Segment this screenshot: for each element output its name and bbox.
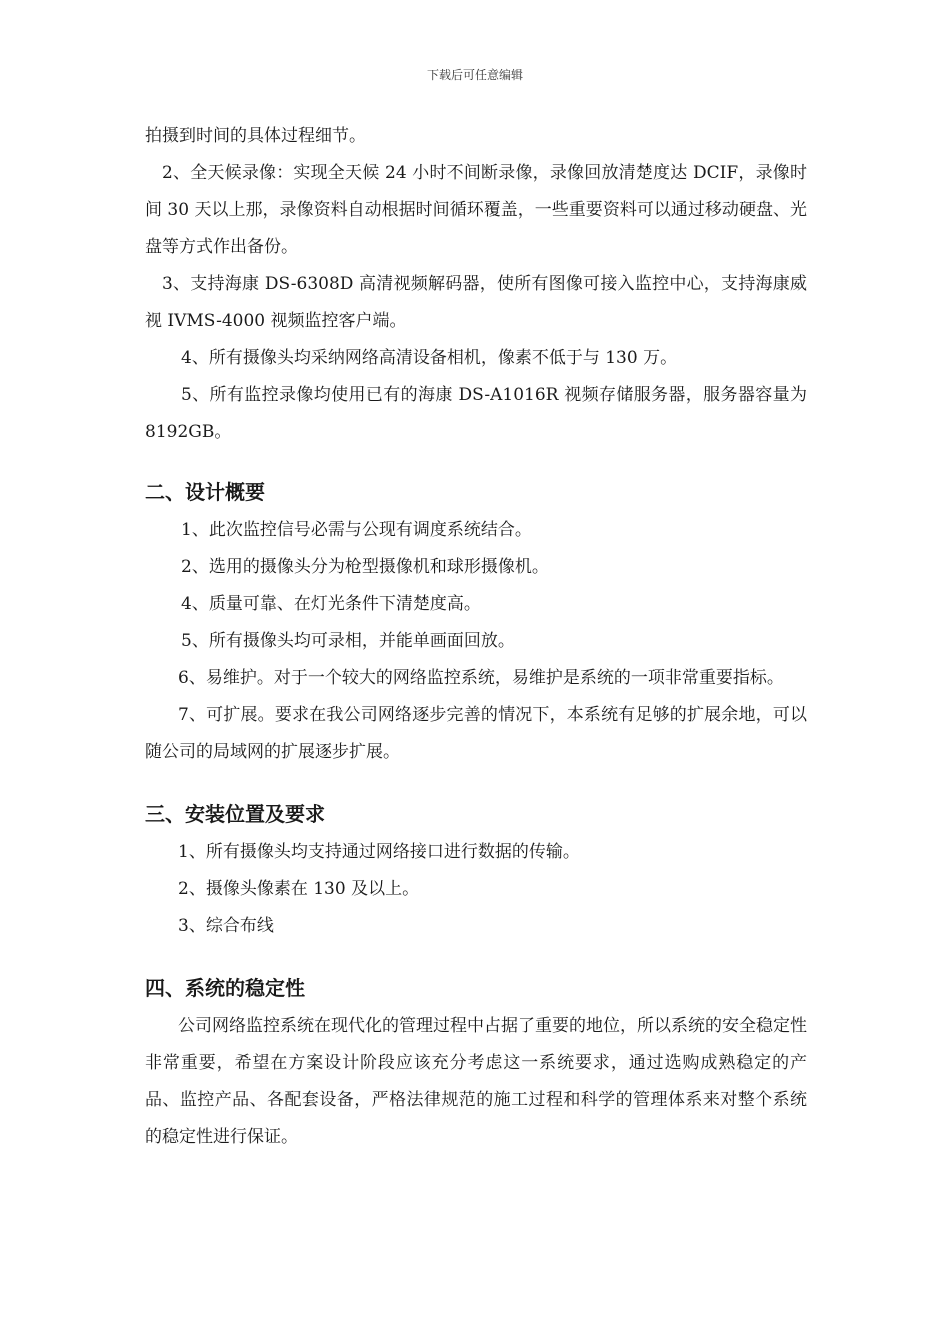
intro-paragraph-0: 拍摄到时间的具体过程细节。 — [145, 126, 366, 146]
section-2-item: 5、所有摄像头均可录相，并能单画面回放。 — [181, 631, 515, 651]
intro-paragraph-4: 5、所有监控录像均使用已有的海康 DS-A1016R 视频存储服务器，服务器容量为 8192GB。 — [145, 385, 807, 442]
section-2-item: 1、此次监控信号必需与公现有调度系统结合。 — [181, 520, 532, 540]
section-3-item: 2、摄像头像素在 130 及以上。 — [178, 879, 420, 899]
section-4-body: 公司网络监控系统在现代化的管理过程中占据了重要的地位，所以系统的安全稳定性非常重要，希望在方案设计阶段应该充分考虑这一系统要求，通过选购成熟稳定的产品、监控产品、各配套设备，严格法律规范的施工过程和科学的管理体系来对整个系统的稳定性进行保证。 — [145, 1016, 807, 1147]
section-3-item: 1、所有摄像头均支持通过网络接口进行数据的传输。 — [178, 842, 580, 862]
intro-paragraph-1: 2、全天候录像：实现全天候 24 小时不间断录像，录像回放清楚度达 DCIF，录像时间 30 天以上那，录像资料自动根据时间循环覆盖，一些重要资料可以通过移动硬盘、光盘等方式作出备份。 — [145, 163, 807, 257]
section-3-heading: 三、安装位置及要求 — [145, 802, 325, 826]
section-2-item: 4、质量可靠、在灯光条件下清楚度高。 — [181, 594, 481, 614]
section-4-heading: 四、系统的稳定性 — [145, 976, 305, 1000]
section-2-heading: 二、设计概要 — [145, 480, 265, 504]
page-header: 下载后可任意编辑 — [426, 68, 523, 82]
section-2-item: 7、可扩展。要求在我公司网络逐步完善的情况下，本系统有足够的扩展余地，可以随公司的局域网的扩展逐步扩展。 — [145, 705, 807, 762]
section-2-item: 6、易维护。对于一个较大的网络监控系统，易维护是系统的一项非常重要指标。 — [178, 668, 784, 688]
intro-paragraph-3: 4、所有摄像头均采纳网络高清设备相机，像素不低于与 130 万。 — [181, 348, 678, 368]
section-3-item: 3、综合布线 — [178, 916, 274, 936]
intro-paragraph-2: 3、支持海康 DS-6308D 高清视频解码器，使所有图像可接入监控中心，支持海康威视 IVMS-4000 视频监控客户端。 — [145, 274, 807, 331]
section-2-item: 2、选用的摄像头分为枪型摄像机和球形摄像机。 — [181, 557, 549, 577]
document-body — [145, 118, 807, 1156]
